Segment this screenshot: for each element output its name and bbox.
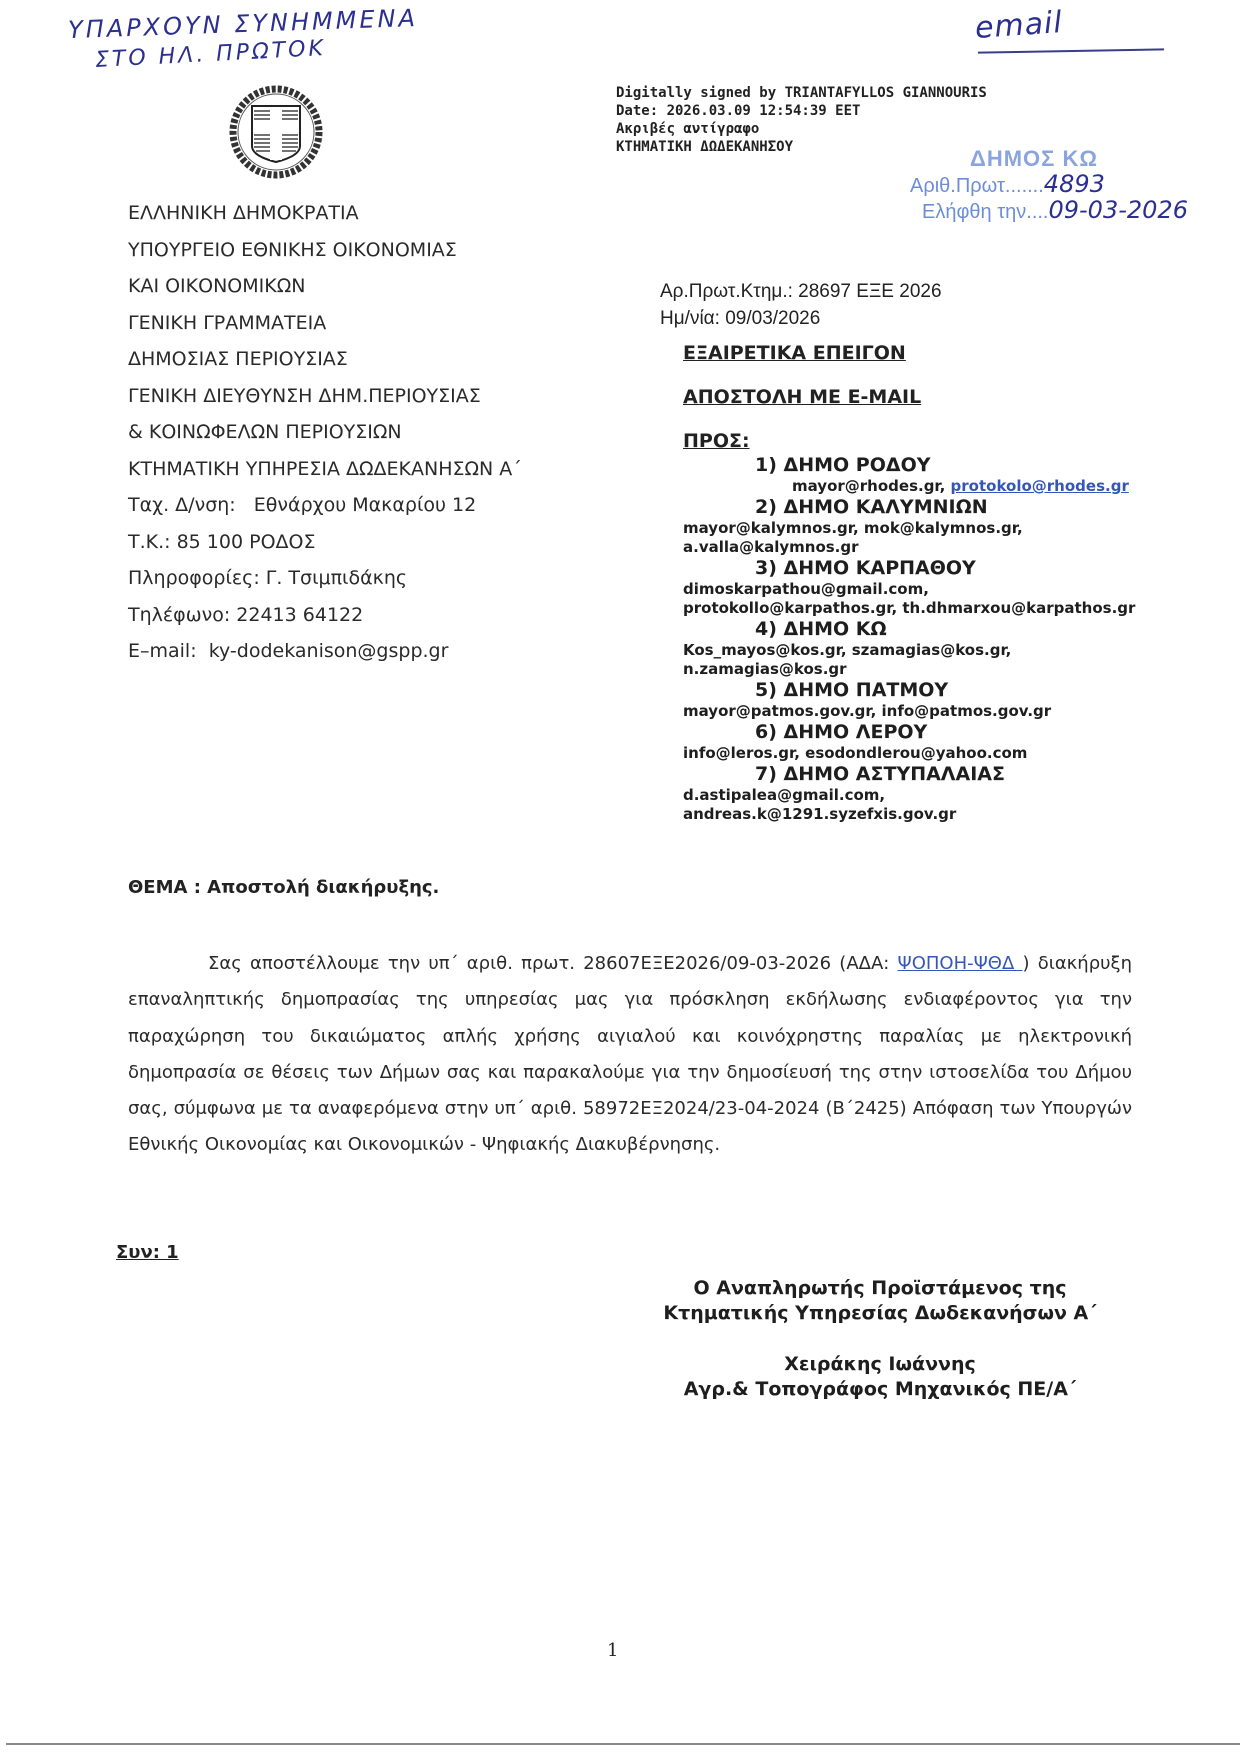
urgent-flag: ΕΞΑΙΡΕΤΙΚΑ ΕΠΕΙΓΟΝ <box>683 342 906 364</box>
sender-line: ΚΑΙ ΟΙΚΟΝΟΜΙΚΩΝ <box>128 275 306 297</box>
protocol-number: Αρ.Πρωτ.Κτημ.: 28697 ΕΞΕ 2026 <box>660 281 942 302</box>
signatory-role: Αγρ.& Τοπογράφος Μηχανικός ΠΕ/Α΄ <box>683 1378 1077 1400</box>
attachments-count: Συν: 1 <box>116 1242 179 1263</box>
signature-copy-note: Ακριβές αντίγραφο <box>616 121 760 137</box>
sender-postcode: Τ.Κ.: 85 100 ΡΟΔΟΣ <box>128 530 316 553</box>
letter-body <box>128 946 1132 1164</box>
recipient-email: mayor@rhodes.gr, <box>792 477 951 495</box>
recipient-item <box>683 679 1135 721</box>
delivery-method: ΑΠΟΣΤΟΛΗ ΜΕ E-MAIL <box>683 386 922 408</box>
signatory-office: Κτηματικής Υπηρεσίας Δωδεκανήσων Α΄ <box>663 1302 1097 1324</box>
protocol-date: Ημ/νία: 09/03/2026 <box>660 308 821 329</box>
recipient-email: mayor@kalymnos.gr, mok@kalymnos.gr, <box>683 519 1023 537</box>
received-stamp <box>910 146 1188 224</box>
recipient-name: 1) ΔΗΜΟ ΡΟΔΟΥ <box>755 454 931 476</box>
stamp-protocol-label: Αριθ.Πρωτ....... <box>910 175 1044 197</box>
stamp-received-label: Ελήφθη την.... <box>922 201 1049 223</box>
sender-line: & ΚΟΙΝΩΦΕΛΩΝ ΠΕΡΙΟΥΣΙΩΝ <box>128 421 402 443</box>
recipient-item <box>683 721 1135 763</box>
signature-signer: Digitally signed by TRIANTAFYLLOS GIANNOURIS <box>616 85 987 101</box>
recipient-email: mayor@patmos.gov.gr, info@patmos.gov.gr <box>683 702 1052 720</box>
body-paragraph <box>128 946 1132 1164</box>
recipient-item <box>683 496 1135 557</box>
recipient-name: 5) ΔΗΜΟ ΠΑΤΜΟΥ <box>755 679 949 701</box>
stamp-received-value: 09-03-2026 <box>1048 196 1188 224</box>
handwritten-note-line2: ΣΤΟ ΗΛ. ΠΡΩΤΟΚ <box>94 35 327 74</box>
sender-header <box>128 195 522 670</box>
recipient-name: 4) ΔΗΜΟ ΚΩ <box>755 618 887 640</box>
ada-link[interactable]: ΨΟΠΟΗ-ΨΘΔ <box>897 953 1023 974</box>
recipient-item <box>683 618 1135 679</box>
greek-emblem-icon <box>228 84 324 180</box>
signatory-block <box>620 1276 1140 1402</box>
recipient-item <box>683 763 1135 824</box>
body-text: Σας αποστέλλουμε την υπ΄ αριθ. πρωτ. 28607ΕΞΕ2026/09-03-2026 (ΑΔΑ: <box>208 953 898 974</box>
sender-contact: Πληροφορίες: Γ. Τσιμπιδάκης <box>128 567 408 589</box>
body-text: ) διακήρυξη επαναληπτικής δημοπρασίας της υπηρεσίας μας για πρόσκληση εκδήλωσης ενδιαφέροντος για την παραχώρηση του δικαιώματος απλής χρήσης αιγιαλού και κοινόχρηστης παραλίας με ηλεκτρονική δημοπρασία σε θέσεις των Δήμων σας και παρακαλούμε για την δημοσίευσή της στην ιστοσελίδα του Δήμου σας, σύμφωνα με τα αναφερόμενα στην υπ΄ αριθ. 58972ΕΞ2024/23-04-2024 (Β΄2425) Απόφαση των Υπουργών Εθνικής Οικονομίας και Οικονομικών - Ψηφιακής Διακυβέρνησης. <box>128 953 1132 1156</box>
page-bottom-rule <box>6 1743 1240 1745</box>
sender-line: ΚΤΗΜΑΤΙΚΗ ΥΠΗΡΕΣΙΑ ΔΩΔΕΚΑΝΗΣΩΝ Α΄ <box>128 457 522 480</box>
recipient-email: andreas.k@1291.syzefxis.gov.gr <box>683 805 957 823</box>
signatory-name: Χειράκης Ιωάννης <box>784 1353 976 1375</box>
protokolo-rhodes-link[interactable]: protokolo@rhodes.gr <box>950 477 1129 495</box>
recipient-name: 7) ΔΗΜΟ ΑΣΤΥΠΑΛΑΙΑΣ <box>755 763 1005 785</box>
recipient-email: d.astipalea@gmail.com, <box>683 786 886 804</box>
sender-line: ΓΕΝΙΚΗ ΔΙΕΥΘΥΝΣΗ ΔΗΜ.ΠΕΡΙΟΥΣΙΑΣ <box>128 384 481 407</box>
sender-line: ΔΗΜΟΣΙΑΣ ΠΕΡΙΟΥΣΙΑΣ <box>128 348 348 370</box>
sender-phone: Τηλέφωνο: 22413 64122 <box>128 603 364 626</box>
stamp-protocol <box>910 170 1188 198</box>
recipient-name: 2) ΔΗΜΟ ΚΑΛΥΜΝΙΩΝ <box>755 496 988 518</box>
recipient-email: Kos_mayos@kos.gr, szamagias@kos.gr, <box>683 641 1012 659</box>
recipient-name: 3) ΔΗΜΟ ΚΑΡΠΑΘΟΥ <box>755 557 976 579</box>
sender-address: Ταχ. Δ/νση: Εθνάρχου Μακαρίου 12 <box>128 494 477 516</box>
handwritten-email-note: email <box>973 4 1064 47</box>
signature-office: ΚΤΗΜΑΤΙΚΗ ΔΩΔΕΚΑΝΗΣΟΥ <box>616 139 794 155</box>
recipient-email: info@leros.gr, esodondlerou@yahoo.com <box>683 744 1028 762</box>
stamp-title: ΔΗΜΟΣ ΚΩ <box>970 146 1098 171</box>
page-number: 1 <box>607 1640 619 1661</box>
recipient-email: protokollo@karpathos.gr, th.dhmarxou@karpathos.gr <box>683 599 1136 617</box>
signatory-title: Ο Αναπληρωτής Προϊστάμενος της <box>693 1277 1067 1299</box>
handwritten-underline <box>978 48 1164 53</box>
handwritten-note-line1: ΥΠΑΡΧΟΥΝ ΣΥΝΗΜΜΕΝΑ <box>67 3 419 45</box>
recipient-email: n.zamagias@kos.gr <box>683 660 847 678</box>
signature-date: Date: 2026.03.09 12:54:39 EET <box>616 103 861 119</box>
sender-line: ΓΕΝΙΚΗ ΓΡΑΜΜΑΤΕΙΑ <box>128 311 327 334</box>
recipient-name: 6) ΔΗΜΟ ΛΕΡΟΥ <box>755 721 928 743</box>
recipients-label: ΠΡΟΣ: <box>683 430 750 452</box>
recipient-email: a.valla@kalymnos.gr <box>683 538 859 556</box>
protocol-info <box>660 278 942 332</box>
recipient-email: dimoskarpathou@gmail.com, <box>683 580 929 598</box>
stamp-received <box>922 196 1188 224</box>
stamp-protocol-value: 4893 <box>1043 170 1105 198</box>
sender-line: ΥΠΟΥΡΓΕΙΟ ΕΘΝΙΚΗΣ ΟΙΚΟΝΟΜΙΑΣ <box>128 238 457 261</box>
recipient-item <box>683 454 1135 496</box>
sender-email: E–mail: ky-dodekanison@gspp.gr <box>128 640 449 662</box>
sender-line: ΕΛΛΗΝΙΚΗ ΔΗΜΟΚΡΑΤΙΑ <box>128 202 359 224</box>
recipients-list <box>683 454 1135 824</box>
recipient-item <box>683 557 1135 618</box>
recipient-emails <box>683 477 1135 496</box>
subject-line: ΘΕΜΑ : Αποστολή διακήρυξης. <box>128 877 440 898</box>
